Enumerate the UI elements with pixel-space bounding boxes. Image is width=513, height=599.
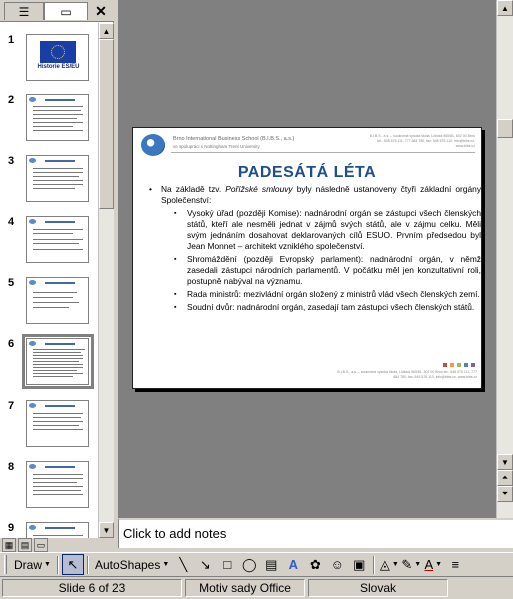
view-buttons [2,538,48,552]
diagram-icon: ✿ [309,556,321,572]
normal-view-icon: ▦ [4,539,14,550]
slide-thumbnail[interactable] [26,338,89,385]
text-box-icon: ▤ [265,556,278,572]
scroll-down-button[interactable] [99,522,114,538]
footer-square [450,363,454,367]
footer-square [464,363,468,367]
slide-number: 8 [8,461,15,473]
scroll-up-button[interactable] [99,23,114,39]
insert-picture-button[interactable] [348,554,370,575]
double-arrow-up-icon: ⏶ [501,473,509,482]
slide-editing-area [118,0,496,518]
slide-thumbnail[interactable] [26,34,89,81]
slides-tab[interactable] [44,2,88,20]
close-icon: ✕ [95,2,107,19]
next-slide-button[interactable] [497,486,513,502]
normal-view-button[interactable] [2,538,16,552]
slide-number: 6 [8,338,15,350]
slide-thumbnail[interactable] [26,94,89,141]
dropdown-arrow-icon: ▼ [162,561,170,568]
autoshapes-label: AutoShapes [94,557,161,572]
arrow-up-icon: ▲ [102,26,111,36]
line-color-button[interactable] [400,554,422,575]
design-name [185,579,305,597]
autoshapes-menu-button[interactable] [92,555,172,575]
language-indicator [308,579,448,597]
diagram-button[interactable] [304,554,326,575]
thumbnail-row[interactable] [0,517,98,538]
slide-thumbnails [0,23,98,538]
thumbnail-row[interactable] [0,150,98,210]
thumbnail-title: Historie ES/EU [37,64,80,70]
slide-sorter-view-button[interactable] [18,538,32,552]
slide-number: 4 [8,216,15,228]
footer-square [471,363,475,367]
slide-counter-text: Slide 6 of 23 [58,581,126,595]
slide-scrollbar[interactable] [496,0,513,518]
design-name-text: Motiv sady Office [199,581,291,595]
slides-icon: ▭ [60,4,72,19]
scroll-thumb[interactable] [497,119,513,138]
school-logo [141,134,165,156]
slide-counter [2,579,182,597]
slide-title[interactable]: PADESÁTÁ LÉTA [237,164,377,181]
thumbnail-row-selected[interactable] [0,333,98,393]
scroll-down-button[interactable] [497,454,513,470]
toolbar-separator [87,556,89,574]
outline-icon: ☰ [18,4,30,19]
header-divider [171,152,475,153]
header-contact-info: B.I.B.S., a.s. – soukromá vysoká škola, Lidická 960/81, 602 00 Brno tel.: 545 576 111, 777 684 780, fax: 545 576 110, info@bibs.cz, www.bibs.cz [369,134,475,148]
slide-thumbnail[interactable] [26,400,89,447]
fill-color-button[interactable] [378,554,400,575]
wordart-button[interactable] [282,554,304,575]
draw-label: Draw [14,557,43,572]
double-arrow-down-icon: ⏷ [501,489,509,498]
rectangle-button[interactable] [216,554,238,575]
close-pane-button[interactable] [92,3,110,19]
slide-number: 7 [8,400,15,412]
sub-bullet-item: ▪ Vysoký úřad (později Komise): nadnárodní orgán se zástupci všech členských států, kteří ale nesměli jednat v zájmů svých států, ale v zájmu celku. Měli svým jednáním dosahovat deklarovaných cílů ESUO. Prvním předsedou byl Jean Monnet – architekt vzniklého společenství. [147,208,481,252]
sub-bullet-item: ▪ Rada ministrů: mezivládní orgán složený z ministrů vlád všech členských zemí. [147,289,481,300]
dropdown-arrow-icon: ▼ [391,561,399,568]
sub-bullet-item: ▪ Soudní dvůr: nadnárodní orgán, zasedají tam zástupci všech členských států. [147,302,481,313]
slide-number: 9 [8,522,15,534]
slide-thumbnail[interactable] [26,522,89,538]
slide-sorter-icon: ▤ [20,539,30,550]
notes-pane[interactable] [118,518,513,548]
pane-tabs [0,0,114,22]
thumbnails-scrollbar[interactable] [98,23,114,538]
wordart-icon: A [288,557,298,572]
bullet-text: Na základě tzv. [161,184,226,194]
thumbnail-row[interactable] [0,456,98,516]
outline-tab[interactable] [4,2,44,20]
notes-placeholder: Click to add notes [123,526,227,541]
sub-bullet-item: ▪ Shromáždění (později Evropský parlament): nadnárodní orgán, v němž zasedali zástupci národních parlamentů. V počátku měl jen konzultativní roli, postupně nabýval na významu. [147,254,481,287]
text-box-button[interactable] [260,554,282,575]
slide-show-button[interactable] [34,538,48,552]
fill-color-icon: ◬ [379,556,390,572]
slide-thumbnail[interactable] [26,216,89,263]
bullet-text: byly následně ustanoveny čtyři základní orgány Společenství: [161,184,482,205]
toolbar-separator [57,556,59,574]
eu-flag-image [40,41,76,63]
line-style-icon: ≡ [451,557,460,572]
slide-number: 3 [8,155,15,167]
status-bar [0,577,513,599]
footer-contact-info: B.I.B.S., a.s. – soukromá vysoká škola, Lidická 960/81, 602 00 Brno tel.: 545 576 111, 777 684 780, fax: 545 576 110, info@bibs.cz, www.bibs.cz [337,370,477,379]
current-slide[interactable] [132,127,482,389]
arrow-down-icon: ▼ [501,457,509,467]
slide-thumbnail[interactable] [26,277,89,324]
arrow-down-icon: ▼ [102,525,111,535]
font-color-button[interactable] [422,554,444,575]
font-color-icon: A [424,557,434,572]
toolbar-separator [373,556,375,574]
clip-art-button[interactable] [326,554,348,575]
thumbnail-row[interactable] [0,29,98,89]
picture-icon: ▣ [353,556,366,572]
slide-thumbnail[interactable] [26,155,89,202]
drawing-toolbar [0,552,513,577]
dropdown-arrow-icon: ▼ [435,561,443,568]
header-subtitle: ve spolupráci s Nottingham Trent University [173,144,260,149]
oval-icon: ◯ [242,556,257,572]
bullet-emphasis: Pořížské smlouvy [225,184,293,194]
thumbnail-row[interactable] [0,272,98,332]
line-button[interactable] [172,554,194,575]
arrow-button[interactable] [194,554,216,575]
slide-number: 1 [8,34,15,46]
thumbnail-row[interactable] [0,89,98,149]
toolbar-grip[interactable] [4,555,7,574]
slide-thumbnail[interactable] [26,461,89,508]
pointer-icon: ↖ [67,556,79,572]
dropdown-arrow-icon: ▼ [414,561,422,568]
select-objects-button[interactable] [62,554,84,575]
rectangle-icon: □ [223,557,232,572]
dropdown-arrow-icon: ▼ [44,561,51,568]
slides-pane [0,0,114,538]
draw-menu-button[interactable] [11,555,54,575]
slide-number: 5 [8,277,15,289]
scroll-thumb[interactable] [99,39,114,209]
line-color-icon: ✎ [401,556,413,572]
arrow-icon: ↘ [199,556,211,572]
previous-slide-button[interactable] [497,470,513,486]
bullet-item [147,184,481,206]
header-school-name: Brno International Business School (B.I.B.S., a.s.) [173,136,295,142]
slide-show-icon: ▭ [36,539,46,550]
line-icon: ╲ [179,556,188,572]
oval-button[interactable] [238,554,260,575]
footer-square [457,363,461,367]
footer-square [443,363,447,367]
slide-body-text[interactable] [147,184,481,315]
arrow-up-icon: ▲ [501,3,509,13]
clip-art-icon: ☺ [330,557,344,572]
footer-color-squares [443,363,475,367]
thumbnail-row[interactable] [0,211,98,271]
slide-number: 2 [8,94,15,106]
language-text: Slovak [359,581,397,595]
line-style-button[interactable] [444,554,466,575]
thumbnail-row[interactable] [0,395,98,455]
scroll-up-button[interactable] [497,0,513,16]
